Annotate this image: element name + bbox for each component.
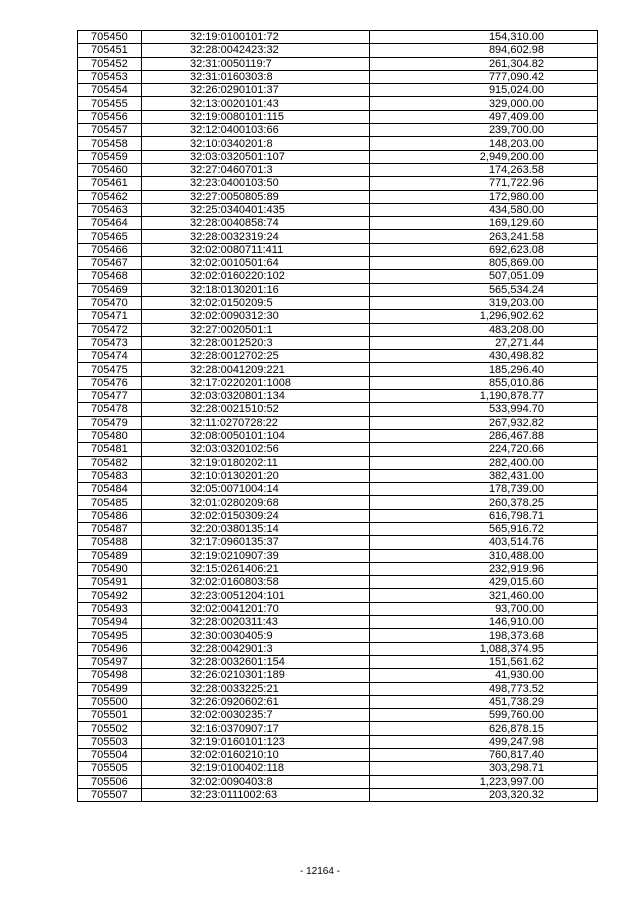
row-id-cell: 705507 xyxy=(78,788,142,801)
row-id-cell: 705468 xyxy=(78,270,142,283)
amount-cell: 319,203.00 xyxy=(370,296,598,309)
amount-cell: 894,602.98 xyxy=(370,44,598,57)
table-row xyxy=(78,403,598,416)
cadastral-number-cell: 32:28:0012702:25 xyxy=(142,350,370,363)
row-id-cell: 705488 xyxy=(78,536,142,549)
row-id-cell: 705494 xyxy=(78,616,142,629)
table-row xyxy=(78,97,598,110)
amount-cell: 260,378.25 xyxy=(370,496,598,509)
row-id-cell: 705500 xyxy=(78,695,142,708)
amount-cell: 169,129.60 xyxy=(370,217,598,230)
cadastral-number-cell: 32:23:0051204:101 xyxy=(142,589,370,602)
row-id-cell: 705469 xyxy=(78,283,142,296)
table-row xyxy=(78,536,598,549)
table-row xyxy=(78,323,598,336)
cadastral-number-cell: 32:28:0032319:24 xyxy=(142,230,370,243)
cadastral-number-cell: 32:28:0012520:3 xyxy=(142,336,370,349)
table-row xyxy=(78,456,598,469)
amount-cell: 771,722.96 xyxy=(370,177,598,190)
amount-cell: 267,932.82 xyxy=(370,416,598,429)
row-id-cell: 705477 xyxy=(78,390,142,403)
table-row xyxy=(78,230,598,243)
amount-cell: 263,241.58 xyxy=(370,230,598,243)
table-row xyxy=(78,522,598,535)
row-id-cell: 705486 xyxy=(78,509,142,522)
amount-cell: 497,409.00 xyxy=(370,110,598,123)
row-id-cell: 705499 xyxy=(78,682,142,695)
row-id-cell: 705497 xyxy=(78,655,142,668)
row-id-cell: 705457 xyxy=(78,124,142,137)
table-row xyxy=(78,44,598,57)
table-row xyxy=(78,589,598,602)
cadastral-number-cell: 32:30:0030405:9 xyxy=(142,629,370,642)
amount-cell: 310,488.00 xyxy=(370,549,598,562)
amount-cell: 232,919.96 xyxy=(370,562,598,575)
table-row xyxy=(78,110,598,123)
row-id-cell: 705493 xyxy=(78,602,142,615)
amount-cell: 565,534.24 xyxy=(370,283,598,296)
cadastral-number-cell: 32:15:0261406:21 xyxy=(142,562,370,575)
amount-cell: 430,498.82 xyxy=(370,350,598,363)
row-id-cell: 705466 xyxy=(78,243,142,256)
row-id-cell: 705505 xyxy=(78,762,142,775)
row-id-cell: 705459 xyxy=(78,150,142,163)
table-row xyxy=(78,310,598,323)
amount-cell: 185,296.40 xyxy=(370,363,598,376)
table-row xyxy=(78,469,598,482)
amount-cell: 198,373.68 xyxy=(370,629,598,642)
row-id-cell: 705471 xyxy=(78,310,142,323)
cadastral-number-cell: 32:27:0020501:1 xyxy=(142,323,370,336)
table-row xyxy=(78,190,598,203)
cadastral-number-cell: 32:25:0340401:435 xyxy=(142,203,370,216)
amount-cell: 451,738.29 xyxy=(370,695,598,708)
cadastral-number-cell: 32:23:0400103:50 xyxy=(142,177,370,190)
amount-cell: 282,400.00 xyxy=(370,456,598,469)
row-id-cell: 705475 xyxy=(78,363,142,376)
cadastral-number-cell: 32:17:0220201:1008 xyxy=(142,376,370,389)
amount-cell: 154,310.00 xyxy=(370,31,598,44)
amount-cell: 203,320.32 xyxy=(370,788,598,801)
table-row xyxy=(78,84,598,97)
table-row xyxy=(78,722,598,735)
row-id-cell: 705476 xyxy=(78,376,142,389)
amount-cell: 565,916.72 xyxy=(370,522,598,535)
table-row xyxy=(78,416,598,429)
row-id-cell: 705502 xyxy=(78,722,142,735)
table-row xyxy=(78,70,598,83)
amount-cell: 1,296,902.62 xyxy=(370,310,598,323)
row-id-cell: 705480 xyxy=(78,429,142,442)
table-row xyxy=(78,283,598,296)
cadastral-number-cell: 32:26:0210301:189 xyxy=(142,669,370,682)
table-row xyxy=(78,137,598,150)
table-row xyxy=(78,496,598,509)
amount-cell: 329,000.00 xyxy=(370,97,598,110)
table-row xyxy=(78,695,598,708)
row-id-cell: 705462 xyxy=(78,190,142,203)
amount-cell: 303,298.71 xyxy=(370,762,598,775)
row-id-cell: 705484 xyxy=(78,483,142,496)
amount-cell: 1,190,878.77 xyxy=(370,390,598,403)
table-row xyxy=(78,682,598,695)
row-id-cell: 705503 xyxy=(78,735,142,748)
row-id-cell: 705452 xyxy=(78,57,142,70)
table-row xyxy=(78,735,598,748)
cadastral-number-cell: 32:16:0370907:17 xyxy=(142,722,370,735)
row-id-cell: 705498 xyxy=(78,669,142,682)
amount-cell: 805,869.00 xyxy=(370,257,598,270)
table-row xyxy=(78,376,598,389)
table-row xyxy=(78,616,598,629)
cadastral-number-cell: 32:03:0320102:56 xyxy=(142,443,370,456)
cadastral-number-cell: 32:02:0090312:30 xyxy=(142,310,370,323)
amount-cell: 499,247.98 xyxy=(370,735,598,748)
row-id-cell: 705506 xyxy=(78,775,142,788)
table-row xyxy=(78,762,598,775)
cadastral-number-cell: 32:02:0041201:70 xyxy=(142,602,370,615)
amount-cell: 382,431.00 xyxy=(370,469,598,482)
row-id-cell: 705458 xyxy=(78,137,142,150)
cadastral-number-cell: 32:01:0280209:68 xyxy=(142,496,370,509)
amount-cell: 1,223,997.00 xyxy=(370,775,598,788)
cadastral-number-cell: 32:19:0210907:39 xyxy=(142,549,370,562)
table-row xyxy=(78,363,598,376)
row-id-cell: 705473 xyxy=(78,336,142,349)
table-row xyxy=(78,562,598,575)
row-id-cell: 705504 xyxy=(78,749,142,762)
cadastral-number-cell: 32:31:0160303:8 xyxy=(142,70,370,83)
table-row xyxy=(78,243,598,256)
amount-cell: 434,580.00 xyxy=(370,203,598,216)
cadastral-number-cell: 32:02:0090403:8 xyxy=(142,775,370,788)
table-row xyxy=(78,749,598,762)
row-id-cell: 705487 xyxy=(78,522,142,535)
cadastral-number-cell: 32:28:0042423:32 xyxy=(142,44,370,57)
amount-cell: 178,739.00 xyxy=(370,483,598,496)
cadastral-number-cell: 32:02:0150309:24 xyxy=(142,509,370,522)
amount-cell: 915,024.00 xyxy=(370,84,598,97)
table-row xyxy=(78,669,598,682)
table-row xyxy=(78,775,598,788)
cadastral-number-cell: 32:27:0460701:3 xyxy=(142,163,370,176)
amount-cell: 1,088,374.95 xyxy=(370,642,598,655)
cadastral-number-cell: 32:20:0380135:14 xyxy=(142,522,370,535)
row-id-cell: 705490 xyxy=(78,562,142,575)
cadastral-number-cell: 32:02:0160210:10 xyxy=(142,749,370,762)
row-id-cell: 705483 xyxy=(78,469,142,482)
cadastral-number-cell: 32:26:0290101:37 xyxy=(142,84,370,97)
table-row xyxy=(78,203,598,216)
table-row xyxy=(78,602,598,615)
amount-cell: 172,980.00 xyxy=(370,190,598,203)
row-id-cell: 705467 xyxy=(78,257,142,270)
row-id-cell: 705460 xyxy=(78,163,142,176)
table-row xyxy=(78,549,598,562)
row-id-cell: 705450 xyxy=(78,31,142,44)
amount-cell: 148,203.00 xyxy=(370,137,598,150)
cadastral-number-cell: 32:28:0020311:43 xyxy=(142,616,370,629)
amount-cell: 692,623.08 xyxy=(370,243,598,256)
row-id-cell: 705501 xyxy=(78,709,142,722)
row-id-cell: 705455 xyxy=(78,97,142,110)
cadastral-number-cell: 32:28:0041209:221 xyxy=(142,363,370,376)
table-row xyxy=(78,124,598,137)
cadastral-table xyxy=(77,30,598,802)
table-row xyxy=(78,163,598,176)
cadastral-number-cell: 32:10:0340201:8 xyxy=(142,137,370,150)
row-id-cell: 705489 xyxy=(78,549,142,562)
amount-cell: 507,051.09 xyxy=(370,270,598,283)
cadastral-number-cell: 32:26:0920602:61 xyxy=(142,695,370,708)
amount-cell: 760,817.40 xyxy=(370,749,598,762)
amount-cell: 616,798.71 xyxy=(370,509,598,522)
table-row xyxy=(78,509,598,522)
cadastral-number-cell: 32:31:0050119:7 xyxy=(142,57,370,70)
cadastral-number-cell: 32:02:0080711:411 xyxy=(142,243,370,256)
amount-cell: 777,090.42 xyxy=(370,70,598,83)
cadastral-number-cell: 32:19:0160101:123 xyxy=(142,735,370,748)
row-id-cell: 705451 xyxy=(78,44,142,57)
table-row xyxy=(78,57,598,70)
cadastral-number-cell: 32:27:0050805:89 xyxy=(142,190,370,203)
row-id-cell: 705474 xyxy=(78,350,142,363)
table-row xyxy=(78,709,598,722)
cadastral-number-cell: 32:28:0042901:3 xyxy=(142,642,370,655)
table-body xyxy=(78,31,598,802)
table-row xyxy=(78,177,598,190)
cadastral-number-cell: 32:02:0150209:5 xyxy=(142,296,370,309)
cadastral-number-cell: 32:08:0050101:104 xyxy=(142,429,370,442)
amount-cell: 224,720.66 xyxy=(370,443,598,456)
table-row xyxy=(78,390,598,403)
table-row xyxy=(78,483,598,496)
amount-cell: 146,910.00 xyxy=(370,616,598,629)
table-row xyxy=(78,150,598,163)
row-id-cell: 705479 xyxy=(78,416,142,429)
amount-cell: 855,010.86 xyxy=(370,376,598,389)
row-id-cell: 705453 xyxy=(78,70,142,83)
cadastral-number-cell: 32:28:0021510:52 xyxy=(142,403,370,416)
cadastral-number-cell: 32:19:0180202:11 xyxy=(142,456,370,469)
table-row xyxy=(78,257,598,270)
cadastral-number-cell: 32:17:0960135:37 xyxy=(142,536,370,549)
cadastral-number-cell: 32:03:0320801:134 xyxy=(142,390,370,403)
cadastral-number-cell: 32:02:0030235:7 xyxy=(142,709,370,722)
cadastral-number-cell: 32:28:0033225:21 xyxy=(142,682,370,695)
table-row xyxy=(78,429,598,442)
cadastral-number-cell: 32:19:0100101:72 xyxy=(142,31,370,44)
table-row xyxy=(78,31,598,44)
table-row xyxy=(78,443,598,456)
amount-cell: 626,878.15 xyxy=(370,722,598,735)
row-id-cell: 705461 xyxy=(78,177,142,190)
amount-cell: 27,271.44 xyxy=(370,336,598,349)
amount-cell: 239,700.00 xyxy=(370,124,598,137)
cadastral-number-cell: 32:28:0032601:154 xyxy=(142,655,370,668)
row-id-cell: 705478 xyxy=(78,403,142,416)
row-id-cell: 705492 xyxy=(78,589,142,602)
table-row xyxy=(78,655,598,668)
cadastral-number-cell: 32:19:0080101:115 xyxy=(142,110,370,123)
amount-cell: 483,208.00 xyxy=(370,323,598,336)
amount-cell: 41,930.00 xyxy=(370,669,598,682)
row-id-cell: 705481 xyxy=(78,443,142,456)
table-row xyxy=(78,270,598,283)
cadastral-number-cell: 32:11:0270728:22 xyxy=(142,416,370,429)
row-id-cell: 705454 xyxy=(78,84,142,97)
cadastral-number-cell: 32:13:0020101:43 xyxy=(142,97,370,110)
table-row xyxy=(78,576,598,589)
cadastral-number-cell: 32:18:0130201:16 xyxy=(142,283,370,296)
amount-cell: 174,263.58 xyxy=(370,163,598,176)
row-id-cell: 705464 xyxy=(78,217,142,230)
page-number: - 12164 - xyxy=(299,866,341,877)
cadastral-number-cell: 32:12:0400103:66 xyxy=(142,124,370,137)
amount-cell: 321,460.00 xyxy=(370,589,598,602)
row-id-cell: 705465 xyxy=(78,230,142,243)
table-row xyxy=(78,350,598,363)
row-id-cell: 705485 xyxy=(78,496,142,509)
cadastral-number-cell: 32:02:0010501:64 xyxy=(142,257,370,270)
table-row xyxy=(78,217,598,230)
cadastral-number-cell: 32:05:0071004:14 xyxy=(142,483,370,496)
amount-cell: 2,949,200.00 xyxy=(370,150,598,163)
row-id-cell: 705472 xyxy=(78,323,142,336)
cadastral-number-cell: 32:03:0320501:107 xyxy=(142,150,370,163)
row-id-cell: 705496 xyxy=(78,642,142,655)
cadastral-number-cell: 32:02:0160803:58 xyxy=(142,576,370,589)
cadastral-number-cell: 32:23:0111002:63 xyxy=(142,788,370,801)
amount-cell: 498,773.52 xyxy=(370,682,598,695)
amount-cell: 286,467.88 xyxy=(370,429,598,442)
table-row xyxy=(78,629,598,642)
table-row xyxy=(78,336,598,349)
row-id-cell: 705495 xyxy=(78,629,142,642)
cadastral-number-cell: 32:02:0160220:102 xyxy=(142,270,370,283)
amount-cell: 151,561.62 xyxy=(370,655,598,668)
row-id-cell: 705470 xyxy=(78,296,142,309)
amount-cell: 403,514.76 xyxy=(370,536,598,549)
table-row xyxy=(78,788,598,801)
row-id-cell: 705456 xyxy=(78,110,142,123)
table-row xyxy=(78,642,598,655)
cadastral-number-cell: 32:19:0100402:118 xyxy=(142,762,370,775)
cadastral-number-cell: 32:10:0130201:20 xyxy=(142,469,370,482)
row-id-cell: 705463 xyxy=(78,203,142,216)
amount-cell: 261,304.82 xyxy=(370,57,598,70)
row-id-cell: 705491 xyxy=(78,576,142,589)
row-id-cell: 705482 xyxy=(78,456,142,469)
amount-cell: 93,700.00 xyxy=(370,602,598,615)
amount-cell: 533,994.70 xyxy=(370,403,598,416)
amount-cell: 429,015.60 xyxy=(370,576,598,589)
table-row xyxy=(78,296,598,309)
amount-cell: 599,760.00 xyxy=(370,709,598,722)
cadastral-number-cell: 32:28:0040858:74 xyxy=(142,217,370,230)
